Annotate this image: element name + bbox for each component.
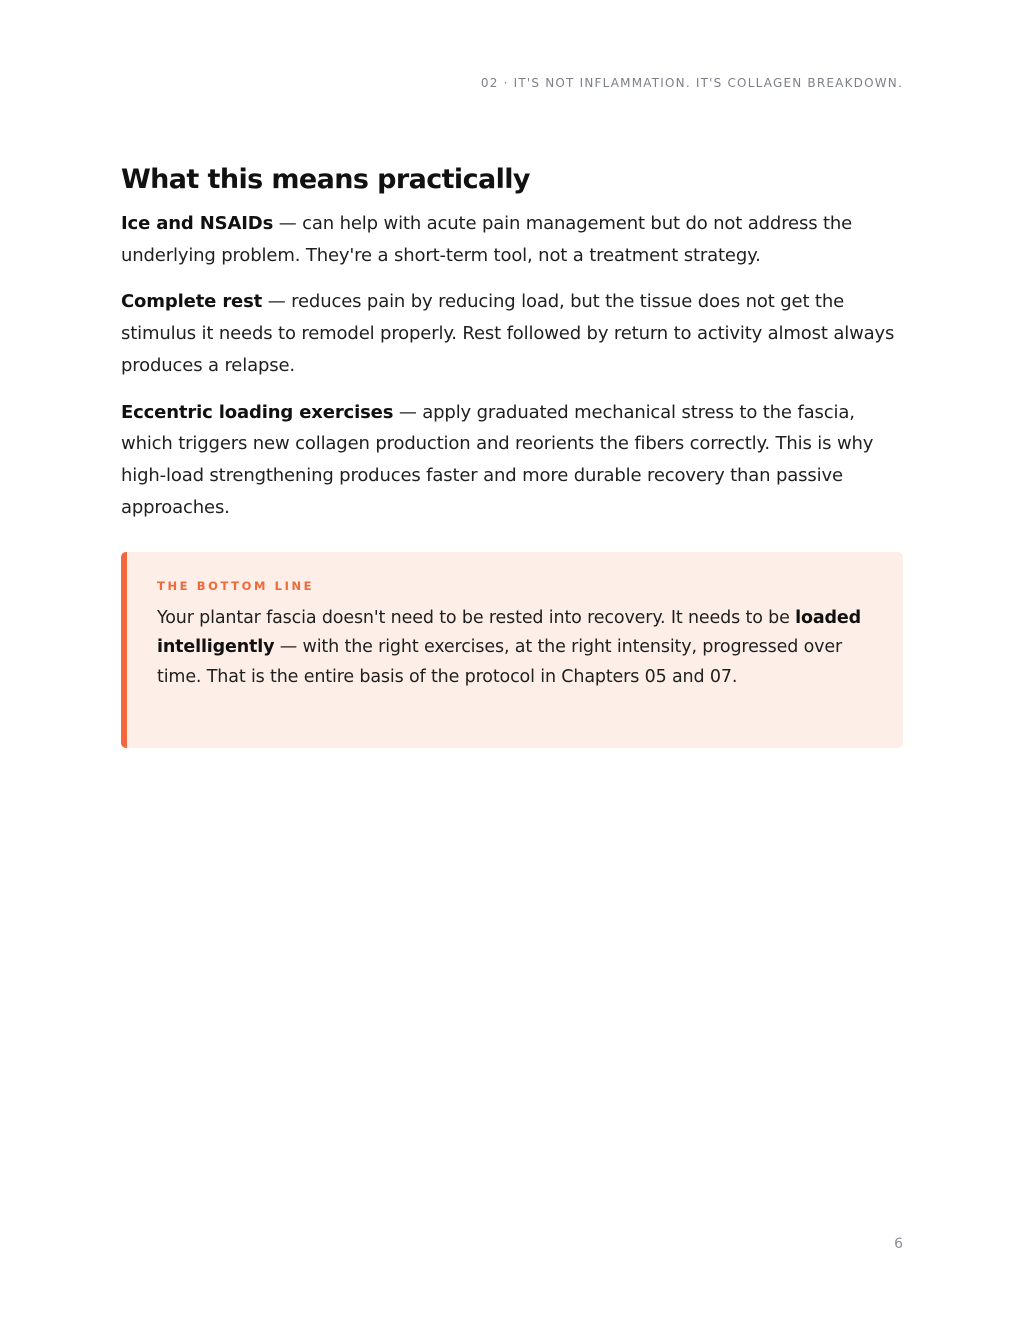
callout-text-after: — with the right exercises, at the right intensity, progressed over time. That is the entire basis of the protocol in Chapters 05 and 07. <box>157 637 843 687</box>
running-header: 02 · IT'S NOT INFLAMMATION. IT'S COLLAGEN BREAKDOWN. <box>480 76 903 90</box>
callout-text-before: Your plantar fascia doesn't need to be rested into recovery. It needs to be <box>157 608 796 628</box>
callout-emphasis: loaded intelligently <box>157 608 862 658</box>
callout-body <box>157 604 863 692</box>
paragraph-text: — reduces pain by reducing load, but the tissue does not get the stimulus it needs to remodel properly. Rest followed by return to activity almost always produces a relapse. <box>121 291 895 376</box>
bottom-line-callout <box>121 552 903 748</box>
term-complete-rest: Complete rest <box>121 291 263 313</box>
main-content <box>121 160 904 538</box>
paragraph-text: — can help with acute pain management but do not address the underlying problem. They're a short-term tool, not a treatment strategy. <box>121 213 853 266</box>
paragraph-eccentric-loading <box>121 397 904 524</box>
paragraph-complete-rest <box>121 286 904 381</box>
paragraph-text: — apply graduated mechanical stress to the fascia, which triggers new collagen production and reorients the fibers correctly. This is why high-load strengthening produces faster and more durable recovery than passive approaches. <box>121 401 874 518</box>
callout-label: THE BOTTOM LINE <box>157 579 315 593</box>
section-title: What this means practically <box>121 164 530 195</box>
term-eccentric-loading: Eccentric loading exercises <box>121 401 394 423</box>
term-ice-nsaids: Ice and NSAIDs <box>121 213 274 234</box>
page-number: 6 <box>894 1236 903 1252</box>
paragraph-ice-nsaids <box>121 208 904 271</box>
